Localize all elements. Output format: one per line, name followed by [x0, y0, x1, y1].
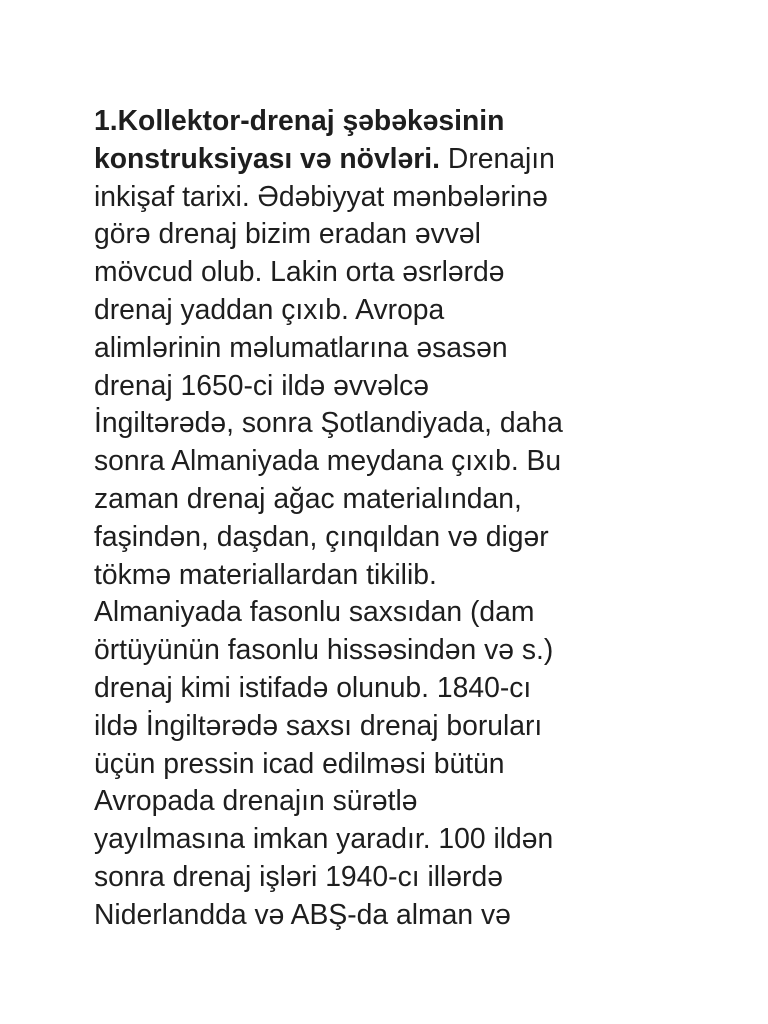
- heading-line-1: 1.Kollektor-drenaj şəbəkəsinin: [94, 104, 505, 136]
- text-line: drenaj yaddan çıxıb. Avropa: [94, 292, 445, 325]
- text-line: Drenajın: [440, 141, 555, 174]
- text-line: zaman drenaj ağac materialından,: [94, 481, 522, 514]
- text-line: sonra drenaj işləri 1940-cı illərdə: [94, 859, 503, 892]
- text-line: Avropada drenajın sürətlə: [94, 784, 418, 817]
- text-line: Almaniyada fasonlu saxsıdan (dam: [94, 595, 535, 628]
- text-line: yayılmasına imkan yaradır. 100 ildən: [94, 822, 554, 855]
- text-line: görə drenaj bizim eradan əvvəl: [94, 217, 481, 250]
- text-line: sonra Almaniyada meydana çıxıb. Bu: [94, 444, 562, 477]
- text-line: drenaj 1650-ci ildə əvvəlcə: [94, 368, 430, 401]
- text-line: inkişaf tarixi. Ədəbiyyat mənbələrinə: [94, 179, 548, 212]
- text-line: ildə İngiltərədə saxsı drenaj boruları: [94, 708, 543, 741]
- heading-line-2: konstruksiyası və növləri.: [94, 141, 441, 174]
- text-line: Niderlandda və ABŞ-da alman və: [94, 897, 511, 930]
- text-line: faşindən, daşdan, çınqıldan və digər: [94, 519, 549, 552]
- text-line: tökmə materiallardan tikilib.: [94, 557, 437, 590]
- heading-line-2-container: [94, 140, 694, 178]
- text-line: İngiltərədə, sonra Şotlandiyada, daha: [94, 406, 563, 439]
- text-line: alimlərinin məlumatlarına əsasən: [94, 330, 508, 363]
- text-line: mövcud olub. Lakin orta əsrlərdə: [94, 255, 505, 288]
- text-line: üçün pressin icad edilməsi bütün: [94, 746, 505, 779]
- body-text: [94, 102, 694, 934]
- text-line: drenaj kimi istifadə olunub. 1840-cı: [94, 670, 532, 703]
- text-line: örtüyünün fasonlu hissəsindən və s.): [94, 633, 554, 666]
